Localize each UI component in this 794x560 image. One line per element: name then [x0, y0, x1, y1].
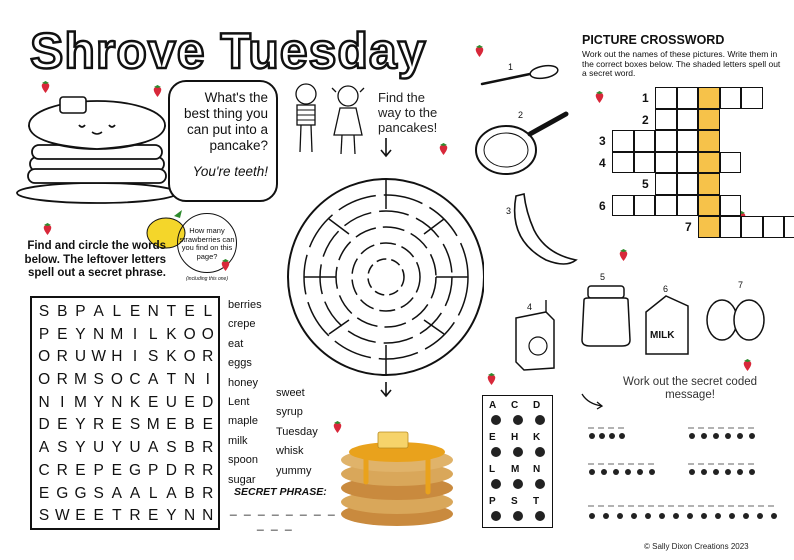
wordsearch-letter[interactable]: I — [205, 371, 210, 389]
wordsearch-letter[interactable]: O — [110, 371, 123, 389]
wordsearch-letter[interactable]: R — [183, 461, 196, 479]
code-key-cell — [529, 398, 551, 430]
crossword-cell[interactable] — [677, 152, 699, 174]
jam-jar-picture — [578, 282, 634, 348]
wordsearch-letter[interactable]: N — [38, 393, 50, 411]
wordsearch-letter[interactable]: N — [202, 507, 214, 525]
word-list-item: honey — [228, 376, 258, 389]
code-key-cell — [529, 462, 551, 494]
crossword-clue-number: 2 — [642, 112, 649, 127]
speech-bubble — [168, 80, 278, 202]
wordsearch-letter[interactable]: D — [38, 416, 50, 434]
arrow-icon — [580, 392, 606, 410]
wordsearch-letter[interactable]: N — [93, 325, 105, 343]
crossword-cell[interactable] — [741, 216, 763, 238]
copyright: © Sally Dixon Creations 2023 — [644, 542, 749, 551]
wordsearch-letter[interactable]: A — [38, 439, 50, 457]
wordsearch-letter[interactable]: A — [166, 484, 177, 502]
code-key-letter: M — [511, 464, 520, 475]
code-key-cell — [485, 494, 507, 526]
wordsearch-letter[interactable]: G — [74, 484, 87, 502]
wordsearch-letter[interactable]: G — [129, 461, 142, 479]
crossword-cell[interactable] — [720, 152, 742, 174]
code-key-letter: T — [533, 496, 540, 507]
picture-number-2: 2 — [518, 110, 524, 120]
wordsearch-letter[interactable]: E — [111, 461, 123, 479]
word-list-item: eat — [228, 337, 244, 350]
wordsearch-letter[interactable]: U — [165, 393, 177, 411]
crossword-cell[interactable] — [698, 173, 720, 195]
wordsearch-letter[interactable]: N — [147, 303, 159, 320]
wordsearch-letter[interactable]: E — [75, 507, 86, 525]
code-symbol-icon — [535, 511, 545, 521]
code-key-cell — [507, 430, 529, 462]
wordsearch-letter[interactable]: E — [93, 507, 104, 525]
wordsearch-letter[interactable]: R — [93, 416, 105, 434]
wordsearch-letter[interactable]: L — [148, 484, 158, 502]
milk-carton-picture — [640, 292, 696, 358]
wordsearch-letter[interactable]: T — [166, 371, 177, 389]
wordsearch-letter[interactable]: L — [112, 303, 122, 320]
picture-number-1: 1 — [508, 62, 514, 72]
wordsearch-letter[interactable]: M — [74, 393, 87, 411]
wordsearch-letter[interactable]: I — [132, 325, 138, 343]
wordsearch-letter[interactable]: A — [148, 371, 159, 389]
strawberry-count-question: How many strawberries can you find on this page? — [179, 226, 235, 261]
wordsearch-letter[interactable]: R — [202, 439, 214, 457]
wordsearch-letter[interactable]: Y — [111, 439, 123, 457]
code-key-letter: L — [489, 464, 496, 475]
code-key-letter: C — [511, 400, 519, 411]
wordsearch-letter[interactable]: E — [129, 303, 141, 320]
wordsearch-letter[interactable]: H — [111, 348, 123, 366]
wordsearch-letter[interactable]: U — [129, 439, 141, 457]
code-key-letter: A — [489, 400, 497, 411]
crossword-cell[interactable] — [677, 173, 699, 195]
crossword-clue-number: 3 — [599, 134, 606, 148]
wordsearch-letter[interactable]: R — [202, 348, 214, 366]
crossword-cell[interactable] — [612, 130, 634, 152]
page-title: Shrove Tuesday — [30, 23, 427, 79]
wordsearch-letter[interactable]: B — [184, 439, 195, 457]
wordsearch-letter[interactable]: P — [75, 303, 86, 320]
word-list-col1 — [228, 296, 262, 490]
joke-question: What's the best thing you can put into a pancake? — [183, 90, 268, 153]
code-key-cell — [507, 462, 529, 494]
code-key-letter: N — [533, 464, 541, 475]
crossword-cell[interactable] — [634, 195, 656, 217]
frying-pan-picture — [472, 110, 572, 180]
crossword-cell[interactable] — [698, 109, 720, 131]
wordsearch-letter[interactable]: S — [57, 439, 68, 457]
secret-phrase-blanks-2[interactable]: _ _ _ — [257, 517, 294, 531]
crossword-clue-number: 4 — [599, 155, 606, 170]
wordsearch-letter[interactable]: E — [148, 393, 159, 411]
crossword-cell[interactable] — [698, 87, 720, 109]
crossword-cell[interactable] — [784, 216, 794, 238]
word-list-item: maple — [228, 415, 258, 428]
crossword-clue-number: 7 — [685, 220, 692, 234]
coded-message-title: Work out the secret coded message! — [622, 376, 758, 401]
wordsearch-letter[interactable]: K — [129, 393, 141, 411]
word-list-item: Tuesday — [276, 425, 318, 438]
wordsearch-letter[interactable]: E — [57, 325, 68, 343]
joke-answer: You're teeth! — [192, 164, 268, 179]
juice-carton-picture — [510, 298, 560, 372]
code-key-cell — [507, 494, 529, 526]
wordsearch-letter[interactable]: E — [38, 484, 50, 502]
code-key-letter: E — [489, 432, 496, 443]
crossword-cell[interactable] — [677, 195, 699, 217]
strawberry-icon — [486, 372, 497, 385]
word-list-item: sweet — [276, 387, 305, 399]
eggs-picture — [702, 286, 770, 346]
wordsearch-grid[interactable] — [30, 296, 220, 530]
code-key-cell — [485, 430, 507, 462]
strawberry-count-note: (including this one) — [186, 276, 228, 282]
wordsearch-letter[interactable]: I — [132, 348, 138, 366]
picture-number-5: 5 — [600, 272, 606, 282]
wordsearch-letter[interactable]: R — [56, 371, 68, 389]
strawberry-icon — [742, 358, 753, 371]
wordsearch-letter[interactable]: D — [165, 461, 177, 479]
wordsearch-letter[interactable]: G — [56, 484, 69, 502]
crossword-cell[interactable] — [677, 130, 699, 152]
maze-instruction: Find the way to the pancakes! — [378, 90, 438, 135]
milk-label: MILK — [650, 330, 675, 341]
code-symbol-icon — [513, 447, 523, 457]
code-key-letter: K — [533, 432, 541, 443]
wordsearch-letter[interactable]: E — [166, 416, 177, 434]
wordsearch-letter[interactable]: S — [166, 439, 177, 457]
strawberry-icon — [474, 44, 485, 57]
word-list-item: spoon — [228, 454, 258, 467]
pancake-maze[interactable] — [284, 134, 484, 434]
wordsearch-letter[interactable]: O — [201, 325, 214, 343]
wordsearch-letter[interactable]: S — [38, 303, 50, 320]
crossword-instruction: Work out the names of these pictures. Write them in the correct boxes below. The shaded letters spell out a secret word. — [582, 49, 781, 79]
secret-phrase-blanks[interactable]: _ _ _ _ _ _ _ _ — [230, 502, 337, 516]
picture-number-3: 3 — [506, 206, 512, 216]
strawberry-icon — [618, 248, 629, 261]
wordsearch-letter[interactable]: C — [38, 461, 50, 479]
crossword-cell[interactable] — [655, 152, 677, 174]
wordsearch-letter[interactable]: M — [110, 325, 124, 343]
wordsearch-letter[interactable]: D — [202, 393, 214, 411]
wordsearch-letter[interactable]: O — [183, 348, 196, 366]
wordsearch-letter[interactable]: E — [111, 416, 123, 434]
wordsearch-letter[interactable]: R — [56, 348, 68, 366]
code-symbol-icon — [491, 511, 501, 521]
wordsearch-letter[interactable]: A — [148, 439, 159, 457]
picture-number-4: 4 — [527, 302, 533, 312]
code-key-cell — [529, 494, 551, 526]
wordsearch-letter[interactable]: E — [75, 461, 86, 479]
code-key-cell — [507, 398, 529, 430]
wordsearch-letter[interactable]: B — [57, 303, 68, 320]
wordsearch-letter[interactable]: E — [202, 416, 213, 434]
wordsearch-letter[interactable]: Y — [166, 507, 177, 525]
strawberry-icon — [594, 90, 605, 103]
word-list-item: milk — [228, 434, 248, 447]
secret-phrase-label: SECRET PHRASE: — [234, 486, 327, 498]
wordsearch-letter[interactable]: N — [111, 393, 123, 411]
wordsearch-letter[interactable]: L — [148, 325, 158, 343]
wordsearch-letter[interactable]: Y — [93, 393, 104, 411]
word-list-item: syrup — [276, 406, 303, 419]
wordsearch-letter[interactable]: S — [38, 507, 50, 525]
wordsearch-letter[interactable]: S — [93, 371, 104, 389]
wordsearch-letter[interactable]: K — [166, 348, 177, 366]
picture-number-7: 7 — [738, 280, 744, 290]
wordsearch-letter[interactable]: B — [184, 484, 195, 502]
crossword-cell[interactable] — [655, 130, 677, 152]
wordsearch-letter[interactable]: B — [184, 416, 195, 434]
wordsearch-letter[interactable]: C — [129, 371, 141, 389]
crossword-cell[interactable] — [655, 195, 677, 217]
code-symbol-icon — [513, 511, 523, 521]
crossword-cell[interactable] — [741, 87, 763, 109]
wordsearch-letter[interactable]: I — [60, 393, 65, 411]
word-list-item: berries — [228, 299, 262, 311]
wordsearch-letter[interactable]: T — [166, 303, 177, 320]
wordsearch-letter[interactable]: A — [111, 484, 123, 502]
wordsearch-letter[interactable]: O — [38, 371, 51, 389]
wordsearch-letter[interactable]: E — [184, 393, 195, 411]
crossword-cell[interactable] — [698, 216, 720, 238]
word-list-item: yummy — [276, 464, 312, 477]
code-key-letter: D — [533, 400, 541, 411]
wordsearch-letter[interactable]: L — [203, 303, 213, 320]
wordsearch-letter[interactable]: P — [93, 461, 104, 479]
crossword-cell[interactable] — [720, 87, 742, 109]
code-key-grid — [482, 395, 553, 528]
strawberry-icon — [40, 80, 51, 93]
word-list-item: crepe — [228, 318, 256, 331]
wordsearch-letter[interactable]: Y — [75, 416, 86, 434]
code-symbol-icon — [513, 479, 523, 489]
wordsearch-letter[interactable]: P — [38, 325, 50, 343]
code-symbol-icon — [513, 415, 523, 425]
word-list-item: Lent — [228, 396, 250, 409]
code-symbol-icon — [491, 447, 501, 457]
wordsearch-letter[interactable]: E — [148, 507, 159, 525]
crossword-cell[interactable] — [634, 152, 656, 174]
word-list-item: eggs — [228, 357, 252, 370]
code-symbol-icon — [491, 479, 501, 489]
wordsearch-letter[interactable]: O — [38, 348, 51, 366]
code-key-letter: P — [489, 496, 496, 507]
wordsearch-letter[interactable]: K — [166, 325, 177, 343]
spoon-picture — [478, 62, 562, 92]
crossword-clue-number: 1 — [642, 91, 649, 105]
wordsearch-letter[interactable]: S — [129, 416, 141, 434]
wordsearch-letter[interactable]: S — [93, 484, 104, 502]
wordsearch-letter[interactable]: P — [148, 461, 159, 479]
wordsearch-letter[interactable]: T — [112, 507, 122, 525]
wordsearch-letter[interactable]: R — [129, 507, 141, 525]
wordsearch-letter[interactable]: N — [183, 371, 196, 389]
crossword-cell[interactable] — [677, 109, 699, 131]
wordsearch-letter[interactable]: Y — [75, 439, 86, 457]
wordsearch-letter[interactable]: U — [74, 348, 87, 366]
code-symbol-icon — [535, 447, 545, 457]
word-list-item: sugar — [228, 473, 256, 486]
crossword-cell[interactable] — [763, 216, 785, 238]
crossword-cell[interactable] — [677, 87, 699, 109]
crossword-cell[interactable] — [655, 109, 677, 131]
wordsearch-letter[interactable]: R — [202, 461, 214, 479]
crossword-cell[interactable] — [612, 152, 634, 174]
crossword-cell[interactable] — [720, 216, 742, 238]
code-symbol-icon — [491, 415, 501, 425]
wordsearch-letter[interactable]: W — [54, 507, 70, 525]
wordsearch-letter[interactable]: O — [183, 325, 196, 343]
wordsearch-letter[interactable]: E — [57, 416, 68, 434]
wordsearch-letter[interactable]: R — [202, 484, 214, 502]
syrup-pancakes-illustration — [336, 422, 458, 528]
crossword-cell[interactable] — [698, 195, 720, 217]
code-symbol-icon — [535, 479, 545, 489]
crossword-cell[interactable] — [612, 195, 634, 217]
wordsearch-letter[interactable]: M — [74, 371, 87, 389]
crossword-cell[interactable] — [655, 173, 677, 195]
crossword-cell[interactable] — [634, 130, 656, 152]
wordsearch-letter[interactable]: R — [56, 461, 68, 479]
code-key-cell — [485, 462, 507, 494]
code-key-letter: S — [511, 496, 518, 507]
wordsearch-letter[interactable]: A — [93, 303, 104, 320]
code-key-cell — [485, 398, 507, 430]
wordsearch-letter[interactable]: S — [148, 348, 159, 366]
wordsearch-letter[interactable]: W — [91, 348, 106, 366]
word-list-item: whisk — [276, 445, 304, 458]
crossword-clue-number: 5 — [642, 177, 649, 191]
picture-number-6: 6 — [663, 284, 669, 294]
code-symbol-icon — [535, 415, 545, 425]
wordsearch-letter[interactable]: E — [184, 303, 195, 320]
code-key-cell — [529, 430, 551, 462]
crossword-title: PICTURE CROSSWORD — [582, 33, 725, 47]
crossword-cell[interactable] — [698, 130, 720, 152]
crossword-cell[interactable] — [655, 87, 677, 109]
wordsearch-letter[interactable]: N — [183, 507, 196, 525]
crossword-cell[interactable] — [720, 195, 742, 217]
strawberry-icon — [220, 258, 231, 271]
coded-message-symbols — [584, 418, 784, 532]
code-key-letter: H — [511, 432, 519, 443]
wordsearch-instruction: Find and circle the words below. The leftover letters spell out a secret phrase. — [24, 240, 166, 279]
pancake-stack-illustration — [12, 95, 182, 205]
wordsearch-letter[interactable]: M — [146, 416, 160, 434]
strawberry-icon — [42, 222, 53, 235]
wordsearch-letter[interactable]: A — [129, 484, 141, 502]
wordsearch-letter[interactable]: U — [93, 439, 105, 457]
wordsearch-letter[interactable]: Y — [75, 325, 86, 343]
crossword-cell[interactable] — [698, 152, 720, 174]
crossword-clue-number: 6 — [599, 198, 606, 213]
banana-picture — [506, 190, 582, 272]
